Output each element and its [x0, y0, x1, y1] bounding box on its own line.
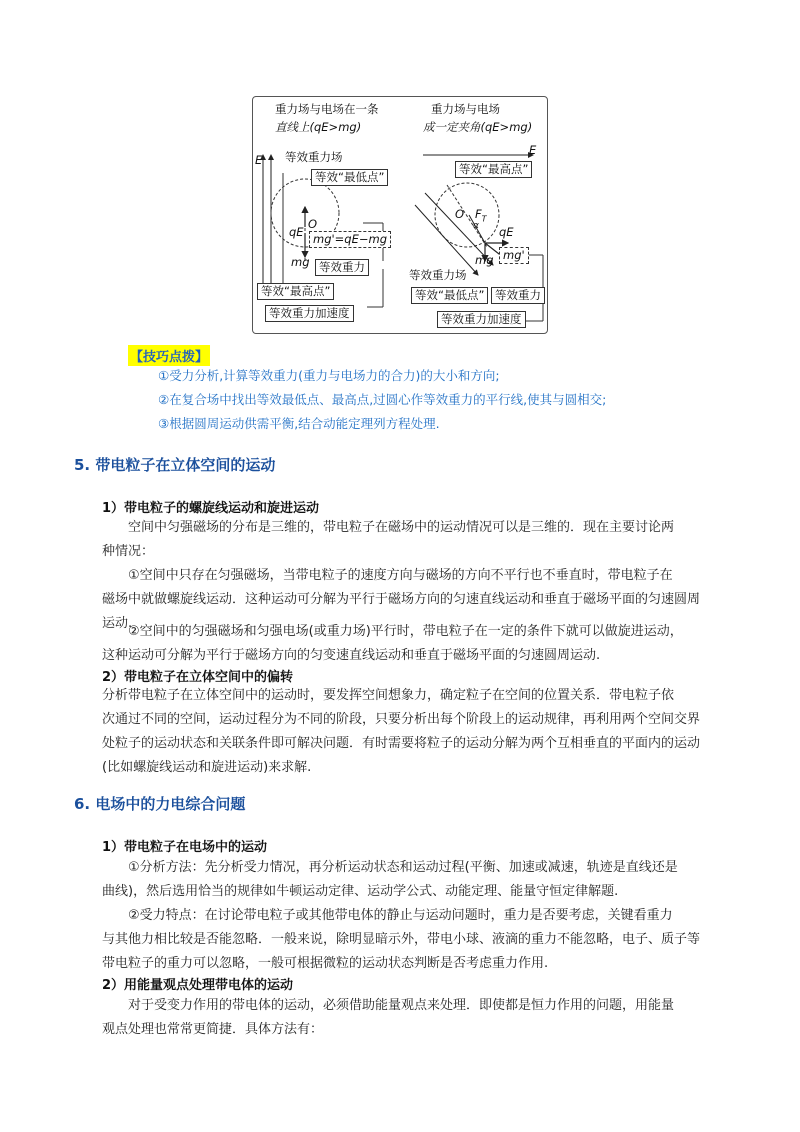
text-line: ①分析方法：先分析受力情况，再分析运动状态和运动过程(平衡、加速或减速，轨迹是直线还是 [128, 860, 678, 875]
left-equiv-acc-box: 等效重力加速度 [265, 305, 354, 322]
text-line: 这种运动可分解为平行于磁场方向的匀变速直线运动和垂直于磁场平面的匀速圆周运动. [102, 648, 601, 663]
left-equiv-gravity-box: 等效重力 [315, 259, 369, 276]
left-mg-equation-box: mg'=qE−mg [309, 231, 391, 248]
left-qe-label: qE [289, 225, 304, 239]
left-mg-label: mg [291, 255, 310, 269]
tip-item-2: ②在复合场中找出等效最低点、最高点,过圆心作等效重力的平行线,使其与圆相交; [158, 392, 607, 407]
left-e-label: E [255, 153, 263, 167]
section-5-paragraph-1 [102, 516, 742, 564]
section-5-title: 5. 带电粒子在立体空间的运动 [74, 456, 276, 474]
right-highest-point-box: 等效“最高点” [455, 161, 532, 178]
text-line: 观点处理也常常更简捷．具体方法有： [102, 1022, 324, 1037]
text-line: 对于受变力作用的带电体的运动，必须借助能量观点来处理．即使都是恒力作用的问题，用能量 [128, 998, 675, 1013]
text-line: (比如螺旋线运动和旋进运动)来求解. [102, 760, 312, 775]
tips-label: 【技巧点拨】 [128, 345, 210, 366]
text-line: ②空间中的匀强磁场和匀强电场(或重力场)平行时，带电粒子在一定的条件下就可以做旋进运动， [128, 624, 683, 639]
right-o-label: O [455, 207, 465, 221]
text-line: 分析带电粒子在立体空间中的运动时，要发挥空间想象力，确定粒子在空间的位置关系．带电粒子依 [102, 688, 675, 703]
tip-item-3: ③根据圆周运动供需平衡,结合动能定理列方程处理. [158, 416, 440, 431]
section-6-paragraph-3 [102, 994, 742, 1042]
section-6-paragraph-1 [102, 856, 742, 904]
left-highest-point-box: 等效“最高点” [257, 283, 334, 300]
section-6-subtitle-1: 1）带电粒子在电场中的运动 [102, 840, 268, 855]
text-line: 运动. [102, 616, 133, 631]
right-alpha-label: α [473, 221, 479, 231]
section-6-subtitle-2: 2）用能量观点处理带电体的运动 [102, 978, 294, 993]
text-line: ②受力特点：在讨论带电粒子或其他带电体的静止与运动问题时，重力是否要考虑，关键看重力 [128, 908, 673, 923]
text-line: 与其他力相比较是否能忽略．一般来说，除明显暗示外，带电小球、液滴的重力不能忽略，电子、质子等 [102, 932, 701, 947]
right-title-line2: 成一定夹角(qE>mg) [423, 120, 533, 134]
text-line: 磁场中就做螺旋线运动．这种运动可分解为平行于磁场方向的匀速直线运动和垂直于磁场平面的匀速圆周 [102, 592, 701, 607]
right-title-line1: 重力场与电场 [431, 102, 500, 116]
text-line: ①空间中只存在匀强磁场，当带电粒子的速度方向与磁场的方向不平行也不垂直时，带电粒子在 [128, 568, 673, 583]
right-mg-label: mg [475, 253, 494, 267]
text-line: 种情况： [102, 544, 155, 559]
right-qe-label: qE [499, 225, 514, 239]
section-5-subtitle-1: 1）带电粒子的螺旋线运动和旋进运动 [102, 501, 320, 516]
text-line: 次通过不同的空间，运动过程分为不同的阶段，只要分析出每个阶段上的运动规律，再利用两个空间交界 [102, 712, 701, 727]
left-title-line2: 直线上(qE>mg) [275, 120, 362, 134]
left-title-line1: 重力场与电场在一条 [275, 102, 379, 116]
right-equiv-gravity-box: 等效重力 [491, 287, 545, 304]
section-5-subtitle-2: 2）带电粒子在立体空间中的偏转 [102, 670, 294, 685]
section-6-paragraph-2 [102, 904, 742, 976]
right-lowest-point-box: 等效“最低点” [411, 287, 488, 304]
section-5-paragraph-4 [102, 684, 742, 780]
section-5-paragraph-3 [102, 620, 742, 668]
left-lowest-point-box: 等效“最低点” [311, 169, 388, 186]
right-e-label: E [529, 143, 537, 157]
right-equiv-acc-box: 等效重力加速度 [437, 311, 526, 328]
text-line: 带电粒子的重力可以忽略，一般可根据微粒的运动状态判断是否考虑重力作用. [102, 956, 549, 971]
force-diagram-figure [252, 96, 548, 334]
tip-item-1: ①受力分析,计算等效重力(重力与电场力的合力)的大小和方向; [158, 368, 500, 383]
section-6-title: 6. 电场中的力电综合问题 [74, 795, 246, 813]
text-line: 空间中匀强磁场的分布是三维的，带电粒子在磁场中的运动情况可以是三维的．现在主要讨论两 [128, 520, 675, 535]
left-equiv-field-label: 等效重力场 [285, 150, 343, 164]
text-line: 处粒子的运动状态和关联条件即可解决问题．有时需要将粒子的运动分解为两个互相垂直的平面内的运动 [102, 736, 701, 751]
left-o-label: O [308, 217, 318, 231]
text-line: 曲线)，然后选用恰当的规律如牛顿运动定律、运动学公式、动能定理、能量守恒定律解题. [102, 884, 619, 899]
right-mg-prime-box: mg' [499, 247, 529, 264]
right-ft-label: $F_T$ [475, 207, 487, 224]
right-equiv-field-label: 等效重力场 [409, 268, 467, 282]
